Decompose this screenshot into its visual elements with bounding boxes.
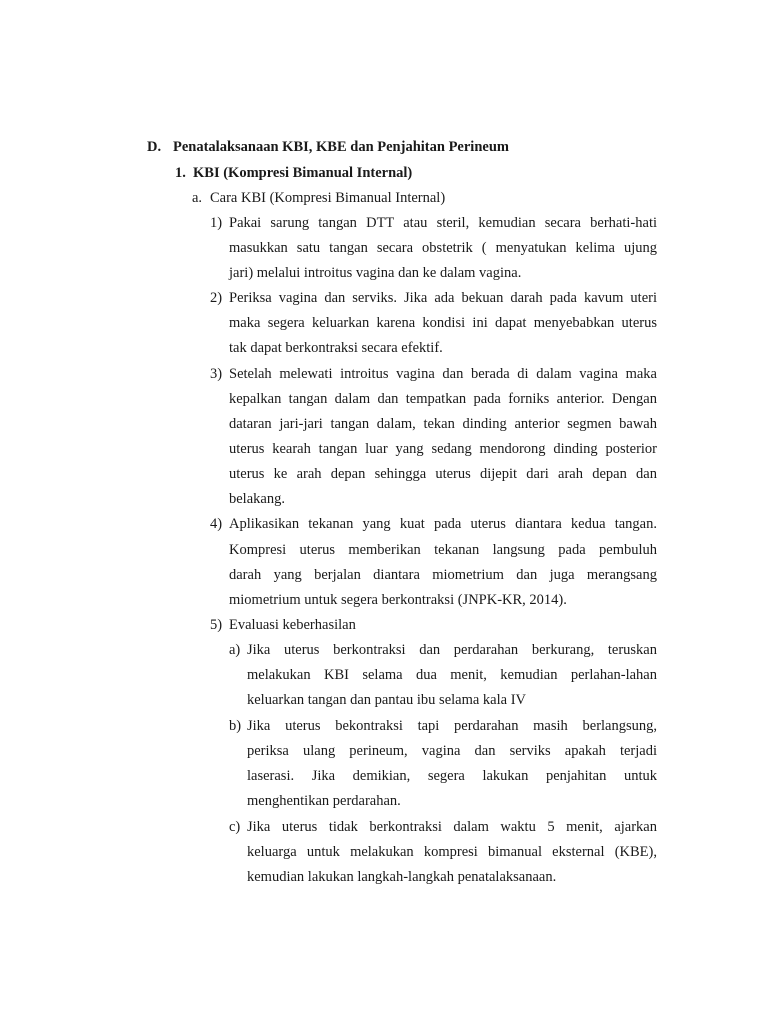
step-marker: 1) [210,215,223,231]
subsubsection-marker: a. [192,190,203,206]
evaluation-line: menghentikan perdarahan. [247,793,401,809]
subsection-title: KBI (Kompresi Bimanual Internal) [193,165,413,181]
step-line: uterus kearah tangan luar yang sedang mendorong dinding posterior [229,441,657,457]
step-line: miometrium untuk segera berkontraksi (JNPK-KR, 2014). [229,592,567,608]
step-line: maka segera keluarkan karena kondisi ini dapat menyebabkan uterus [229,315,657,331]
step-line: jari) melalui introitus vagina dan ke dalam vagina. [229,265,522,281]
step-line: darah yang berjalan diantara miometrium dan juga merangsang [229,567,657,583]
subsubsection-title: Cara KBI (Kompresi Bimanual Internal) [210,190,446,206]
evaluation-line: keluarkan tangan dan pantau ibu selama kala IV [247,692,527,708]
step-line: Periksa vagina dan serviks. Jika ada bekuan darah pada kavum uteri [229,290,657,306]
evaluation-marker: b) [229,718,242,734]
step-line: Pakai sarung tangan DTT atau steril, kemudian secara berhati-hati [229,215,657,231]
step-marker: 5) [210,617,223,633]
step-line: tak dapat berkontraksi secara efektif. [229,340,443,356]
evaluation-line: Jika uterus tidak berkontraksi dalam waktu 5 menit, ajarkan [247,819,657,835]
step-marker: 2) [210,290,223,306]
evaluation-line: periksa ulang perineum, vagina dan serviks apakah terjadi [247,743,657,759]
step-line: dataran jari-jari tangan dalam, tekan dinding anterior segmen bawah [229,416,657,432]
evaluation-line: keluarga untuk melakukan kompresi bimanual eksternal (KBE), [247,844,657,860]
step-line: Aplikasikan tekanan yang kuat pada uterus diantara kedua tangan. [229,516,657,532]
evaluation-line: melakukan KBI selama dua menit, kemudian perlahan-lahan [247,667,657,683]
step-marker: 3) [210,366,223,382]
evaluation-line: laserasi. Jika demikian, segera lakukan penjahitan untuk [247,768,657,784]
evaluation-line: kemudian lakukan langkah-langkah penatalaksanaan. [247,869,557,885]
step-line: belakang. [229,491,285,507]
step-line: kepalkan tangan dalam dan tempatkan pada forniks anterior. Dengan [229,391,657,407]
subsection-marker: 1. [175,165,186,181]
step-line: Setelah melewati introitus vagina dan berada di dalam vagina maka [229,366,657,382]
step-line: Kompresi uterus memberikan tekanan langsung pada pembuluh [229,542,657,558]
evaluation-marker: a) [229,642,241,658]
evaluation-line: Jika uterus bekontraksi tapi perdarahan masih berlangsung, [247,718,657,734]
step-marker: 4) [210,516,223,532]
step-line: uterus ke arah depan sehingga uterus dijepit dari arah depan dan [229,466,657,482]
step-line: masukkan satu tangan secara obstetrik ( menyatukan kelima ujung [229,240,657,256]
evaluation-line: Jika uterus berkontraksi dan perdarahan berkurang, teruskan [247,642,657,658]
evaluation-marker: c) [229,819,241,835]
section-title: Penatalaksanaan KBI, KBE dan Penjahitan Perineum [173,139,509,155]
section-marker: D. [147,139,162,155]
step-line: Evaluasi keberhasilan [229,617,356,633]
